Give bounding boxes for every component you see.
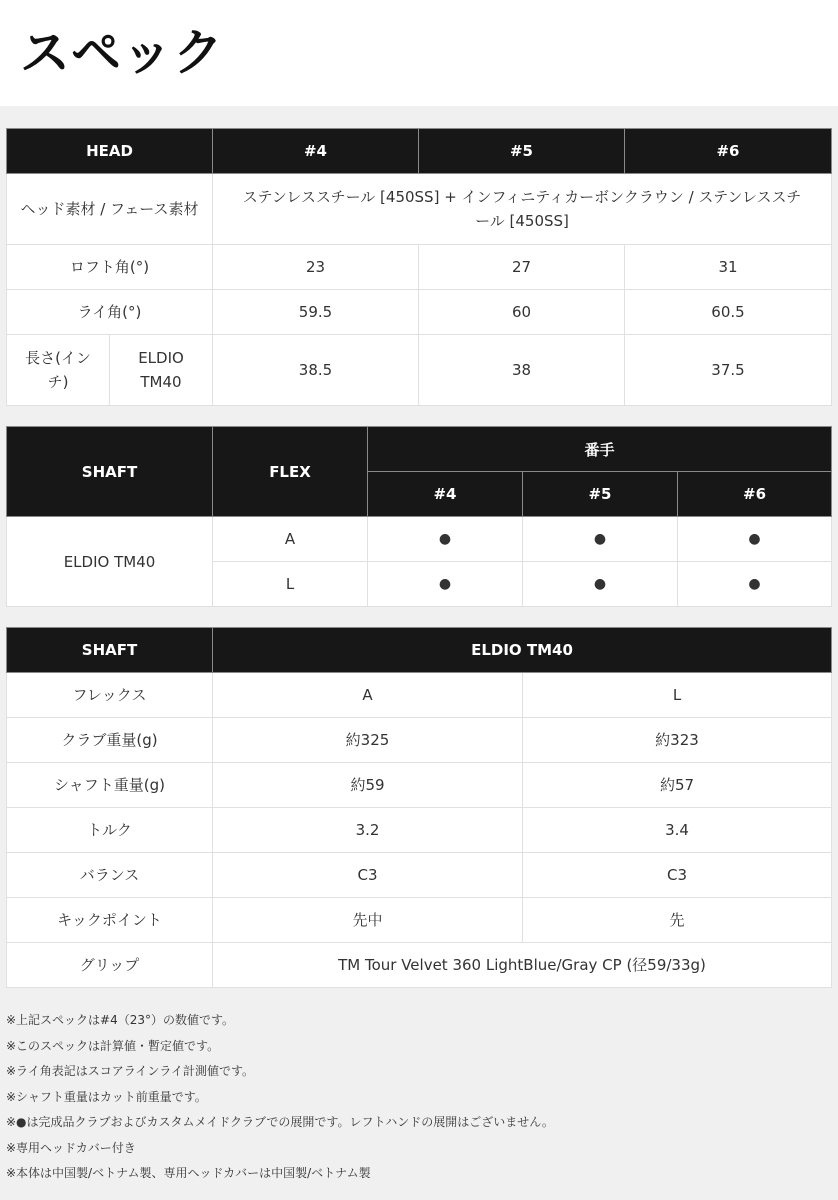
flex-l-value: 約323	[523, 718, 832, 763]
flex-l-value: L	[523, 673, 832, 718]
length-value-4: 38.5	[213, 335, 419, 406]
page-title: スペック	[20, 24, 224, 82]
flex-header: FLEX	[213, 427, 368, 517]
table-row	[7, 763, 832, 808]
row-label: シャフト重量(g)	[7, 763, 213, 808]
row-label: フレックス	[7, 673, 213, 718]
material-value: ステンレススチール [450SS] + インフィニティカーボンクラウン / ステンレススチール [450SS]	[213, 174, 832, 245]
availability-mark: ●	[678, 517, 832, 562]
table-row	[7, 898, 832, 943]
table-row	[7, 673, 832, 718]
flex-a-value: C3	[213, 853, 523, 898]
lie-label: ライ角(°)	[7, 290, 213, 335]
availability-mark: ●	[368, 562, 523, 607]
availability-mark: ●	[523, 562, 678, 607]
flex-a-value: 約325	[213, 718, 523, 763]
loft-label: ロフト角(°)	[7, 245, 213, 290]
loft-value-5: 27	[419, 245, 625, 290]
note-item: ※本体は中国製/ベトナム製、専用ヘッドカバーは中国製/ベトナム製	[6, 1166, 371, 1180]
flex-l-value: 3.4	[523, 808, 832, 853]
grip-label: グリップ	[7, 943, 213, 988]
head-header-cell: HEAD	[7, 129, 213, 174]
availability-mark: ●	[678, 562, 832, 607]
lie-value-6: 60.5	[625, 290, 832, 335]
head-header-number-6: #6	[625, 129, 832, 174]
flex-a-value: 先中	[213, 898, 523, 943]
shaft-detail-table	[6, 627, 832, 988]
shaft-header: SHAFT	[7, 427, 213, 517]
table-row	[7, 853, 832, 898]
lie-value-4: 59.5	[213, 290, 419, 335]
length-label: 長さ(インチ)	[7, 335, 110, 406]
head-header-row	[7, 129, 832, 174]
length-value-5: 38	[419, 335, 625, 406]
flex-l-label: L	[213, 562, 368, 607]
note-item: ※上記スペックは#4（23°）の数値です。	[6, 1013, 235, 1027]
flex-a-value: 3.2	[213, 808, 523, 853]
length-value-6: 37.5	[625, 335, 832, 406]
table-row	[7, 718, 832, 763]
availability-mark: ●	[368, 517, 523, 562]
flex-l-value: 先	[523, 898, 832, 943]
number-4-header: #4	[368, 472, 523, 517]
lie-row	[7, 290, 832, 335]
availability-mark: ●	[523, 517, 678, 562]
material-row	[7, 174, 832, 245]
shaft-availability-table	[6, 426, 832, 607]
notes-list	[6, 1008, 832, 1187]
loft-value-6: 31	[625, 245, 832, 290]
length-row	[7, 335, 832, 406]
grip-value: TM Tour Velvet 360 LightBlue/Gray CP (径59/33g)	[213, 943, 832, 988]
flex-a-row	[7, 517, 832, 562]
detail-header-row	[7, 628, 832, 673]
shaft-name-cell: ELDIO TM40	[7, 517, 213, 607]
lie-value-5: 60	[419, 290, 625, 335]
row-label: バランス	[7, 853, 213, 898]
shaft-header-row	[7, 427, 832, 472]
flex-a-value: 約59	[213, 763, 523, 808]
detail-shaft-header: SHAFT	[7, 628, 213, 673]
table-row	[7, 808, 832, 853]
head-header-number-4: #4	[213, 129, 419, 174]
title-area	[0, 0, 838, 106]
grip-row	[7, 943, 832, 988]
number-5-header: #5	[523, 472, 678, 517]
note-item: ※シャフト重量はカット前重量です。	[6, 1089, 207, 1104]
loft-value-4: 23	[213, 245, 419, 290]
head-spec-table	[6, 128, 832, 406]
head-header-number-5: #5	[419, 129, 625, 174]
flex-a-label: A	[213, 517, 368, 562]
flex-l-value: 約57	[523, 763, 832, 808]
row-label: キックポイント	[7, 898, 213, 943]
note-item: ※●は完成品クラブおよびカスタムメイドクラブでの展開です。レフトハンドの展開はございません。	[6, 1115, 554, 1129]
detail-name-header: ELDIO TM40	[213, 628, 832, 673]
length-shaft: ELDIO TM40	[110, 335, 213, 406]
flex-l-value: C3	[523, 853, 832, 898]
note-item: ※このスペックは計算値・暫定値です。	[6, 1038, 220, 1053]
row-label: トルク	[7, 808, 213, 853]
note-item: ※専用ヘッドカバー付き	[6, 1140, 136, 1155]
flex-a-value: A	[213, 673, 523, 718]
loft-row	[7, 245, 832, 290]
number-6-header: #6	[678, 472, 832, 517]
row-label: クラブ重量(g)	[7, 718, 213, 763]
material-label: ヘッド素材 / フェース素材	[7, 174, 213, 245]
note-item: ※ライ角表記はスコアラインライ計測値です。	[6, 1064, 255, 1078]
number-header: 番手	[368, 427, 832, 472]
